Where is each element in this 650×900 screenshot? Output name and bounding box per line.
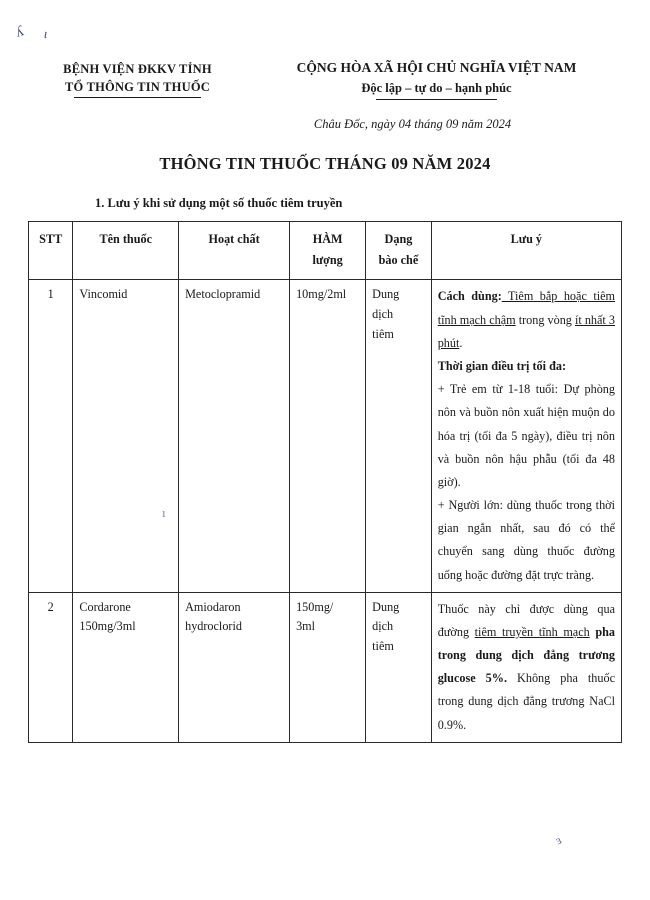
place-and-date: Châu Đốc, ngày 04 tháng 09 năm 2024 [313, 117, 512, 131]
note-usage-end: . [459, 335, 463, 350]
cell-active-ingredient: Metoclopramid [179, 280, 290, 592]
table-header-row [29, 222, 622, 280]
national-heading [245, 58, 620, 99]
column-header-drug-name: Tên thuốc [73, 222, 179, 280]
note-admin-warning: Không pha thuốc trong dung dịch đẳng trương NaCl 0.9%. [437, 671, 615, 732]
cell-strength-line1: 150mg/ [296, 599, 334, 614]
note-paragraph-usage [438, 285, 615, 355]
drug-information-table [28, 221, 622, 743]
note-admin-diluent: pha trong dung dịch đẳng trương glucose 5%. [437, 624, 615, 686]
section-heading: 1. Lưu ý khi sử dụng một số thuốc tiêm truyền [95, 196, 343, 210]
cell-strength: 10mg/2ml [290, 280, 366, 592]
column-header-strength-line1: HÀM [312, 232, 343, 246]
note-usage-duration: ít nhất 3 phút [437, 312, 615, 350]
cell-notes [431, 280, 621, 592]
organization-line-2: TỔ THÔNG TIN THUỐC [65, 78, 210, 97]
document-header [0, 0, 650, 99]
cell-stt: 1 [29, 280, 73, 592]
cell-dosage-form [366, 280, 432, 592]
cell-strength-line2: 3ml [296, 619, 316, 634]
pen-mark-icon: ı [162, 505, 166, 520]
note-admin-route: tiêm truyền tĩnh mạch [474, 624, 590, 639]
cell-drug-name [73, 592, 179, 742]
organization-line-1: BỆNH VIỆN ĐKKV TỈNH [63, 62, 212, 76]
cell-active-ingredient-line1: Amiodaron [185, 599, 241, 614]
column-header-dosage-form [366, 222, 432, 280]
column-header-dosage-form-line1: Dạng [384, 232, 413, 246]
note-label-usage: Cách dùng: [437, 289, 502, 304]
pen-mark-icon: ι [42, 25, 50, 42]
column-header-stt: STT [29, 222, 73, 280]
table-container [0, 221, 650, 743]
cell-drug-name: Vincomid [73, 280, 179, 592]
cell-active-ingredient-line2: hydroclorid [185, 619, 242, 634]
column-header-active-ingredient: Hoạt chất [179, 222, 290, 280]
cell-dosage-form-line2: dịch [372, 307, 394, 322]
national-motto: Độc lập – tự do – hạnh phúc [361, 79, 511, 99]
cell-dosage-form-line3: tiêm [372, 639, 394, 654]
column-header-strength-line2: lượng [312, 252, 343, 267]
note-usage-route: Tiêm bắp hoặc tiêm tĩnh mạch chậm [437, 289, 615, 327]
cell-strength [290, 592, 366, 742]
pen-mark-icon: ɜ [553, 832, 564, 848]
cell-dosage-form-line1: Dung [372, 599, 400, 614]
cell-active-ingredient [179, 592, 290, 742]
national-title: CỘNG HÒA XÃ HỘI CHỦ NGHĨA VIỆT NAM [296, 60, 577, 75]
column-header-notes: Lưu ý [431, 222, 621, 280]
cell-drug-name-line2: 150mg/3ml [79, 619, 136, 634]
issuing-organization [30, 58, 245, 97]
note-paragraph-max-duration-label [438, 355, 615, 378]
note-paragraph-adults: + Người lớn: dùng thuốc trong thời gian ngắn nhất, sau đó có thể chuyển sang dùng thuốc đường uống hoặc đường đặt trực tràng. [437, 498, 615, 582]
cell-dosage-form-line1: Dung [372, 287, 400, 302]
note-admin-intro: Thuốc này chỉ được dùng qua đường [437, 601, 615, 639]
table-row [29, 592, 622, 742]
column-header-dosage-form-line2: bào chế [378, 252, 419, 267]
page-title: THÔNG TIN THUỐC THÁNG 09 NĂM 2024 [159, 154, 491, 173]
cell-dosage-form-line3: tiêm [372, 327, 394, 341]
note-usage-mid: trong vòng [515, 312, 575, 327]
note-label-max-duration: Thời gian điều trị tối đa: [437, 358, 567, 373]
cell-notes [431, 592, 621, 742]
cell-drug-name-line1: Cordarone [79, 599, 131, 614]
table-row [29, 280, 622, 592]
cell-stt: 2 [29, 592, 73, 742]
cell-dosage-form-line2: dịch [372, 619, 394, 634]
column-header-strength [290, 222, 366, 280]
cell-dosage-form [366, 592, 432, 742]
pen-mark-icon: ʎ [13, 23, 26, 41]
note-paragraph-children: + Trẻ em từ 1-18 tuổi: Dự phòng nôn và buồn nôn xuất hiện muộn do hóa trị (tối đa 5 ngày), điều trị nôn và buồn nôn hậu phẫu (tối đa 48 giờ). [437, 382, 615, 489]
note-paragraph-administration [438, 598, 615, 737]
